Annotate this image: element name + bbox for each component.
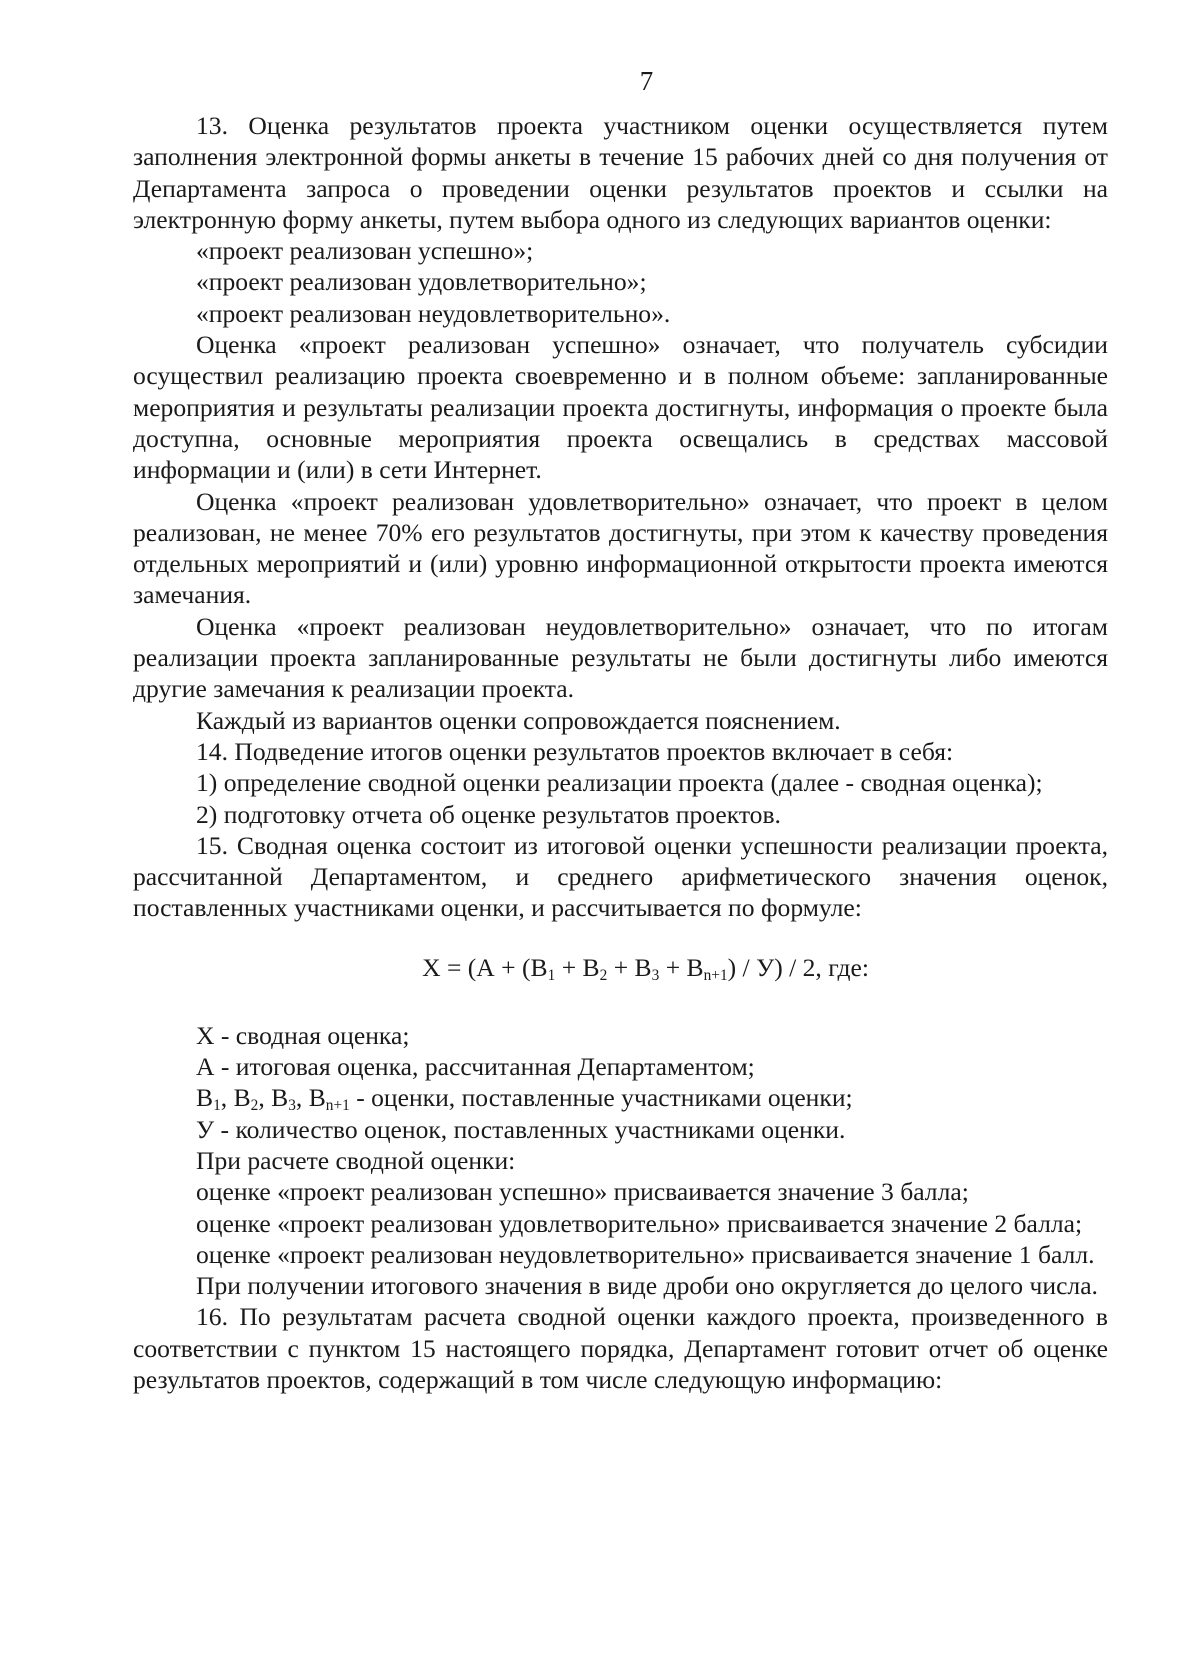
- paragraph-15: 15. Сводная оценка состоит из итоговой оценки успешности реализации проекта, рассчитанной Департаментом, и среднего арифметического значения оценок, поставленных участниками оценки, и рассчитывается по формуле:: [133, 830, 1108, 923]
- page-number: 7: [639, 66, 654, 96]
- summary-formula: $Х = (А + (В_1 + В_2 + В_3 + В_{n+1}) / У) / 2$, где:: [422, 952, 869, 984]
- explanation-note: Каждый из вариантов оценки сопровождается пояснением.: [196, 705, 841, 735]
- rounding-rule: При получении итогового значения в виде дроби оно округляется до целого числа.: [196, 1271, 1098, 1301]
- calculation-intro: При расчете сводной оценки:: [196, 1145, 516, 1175]
- option-unsatisfactory: «проект реализован неудовлетворительно».: [196, 298, 671, 328]
- definition-u: У - количество оценок, поставленных участниками оценки.: [196, 1114, 846, 1144]
- document-body: [133, 110, 1108, 1395]
- paragraph-13: 13. Оценка результатов проекта участником оценки осуществляется путем заполнения электронной формы анкеты в течение 15 рабочих дней со дня получения от Департамента запроса о проведении оценки результатов проектов и ссылки на электронную форму анкеты, путем выбора одного из следующих вариантов оценки:: [133, 111, 1108, 234]
- option-satisfactory: «проект реализован удовлетворительно»;: [196, 267, 647, 297]
- option-success: «проект реализован успешно»;: [196, 236, 534, 266]
- paragraph-14-item-2: 2) подготовку отчета об оценке результатов проектов.: [196, 799, 781, 829]
- paragraph-14-item-1: 1) определение сводной оценки реализации проекта (далее - сводная оценка);: [196, 768, 1043, 798]
- definition-b: $В_1$, $В_2$, $В_3$, $В_{n+1}$ - оценки, поставленные участниками оценки;: [196, 1083, 853, 1115]
- description-satisfactory: Оценка «проект реализован удовлетворительно» означает, что проект в целом реализован, не менее 70% его результатов достигнуты, при этом к качеству проведения отдельных мероприятий и (или) уровню информационной открытости проекта имеются замечания.: [133, 486, 1108, 610]
- score-unsatisfactory: оценке «проект реализован неудовлетворительно» присваивается значение 1 балл.: [196, 1239, 1095, 1269]
- score-satisfactory: оценке «проект реализован удовлетворительно» присваивается значение 2 балла;: [196, 1208, 1083, 1238]
- description-unsatisfactory: Оценка «проект реализован неудовлетворительно» означает, что по итогам реализации проекта запланированные результаты не были достигнуты либо имеются другие замечания к реализации проекта.: [133, 611, 1108, 704]
- description-success: Оценка «проект реализован успешно» означает, что получатель субсидии осуществил реализацию проекта своевременно и в полном объеме: запланированные мероприятия и результаты реализации проекта достигнуты, информация о проекте была доступна, основные мероприятия проекта освещались в средствах массовой информации и (или) в сети Интернет.: [133, 330, 1108, 485]
- definition-x: Х - сводная оценка;: [196, 1020, 410, 1050]
- definition-a: А - итоговая оценка, рассчитанная Департаментом;: [196, 1052, 755, 1082]
- score-success: оценке «проект реализован успешно» присваивается значение 3 балла;: [196, 1177, 969, 1207]
- paragraph-16: 16. По результатам расчета сводной оценки каждого проекта, произведенного в соответствии с пунктом 15 настоящего порядка, Департамент готовит отчет об оценке результатов проектов, содержащий в том числе следующую информацию:: [133, 1302, 1108, 1394]
- paragraph-14: 14. Подведение итогов оценки результатов проектов включает в себя:: [196, 736, 954, 766]
